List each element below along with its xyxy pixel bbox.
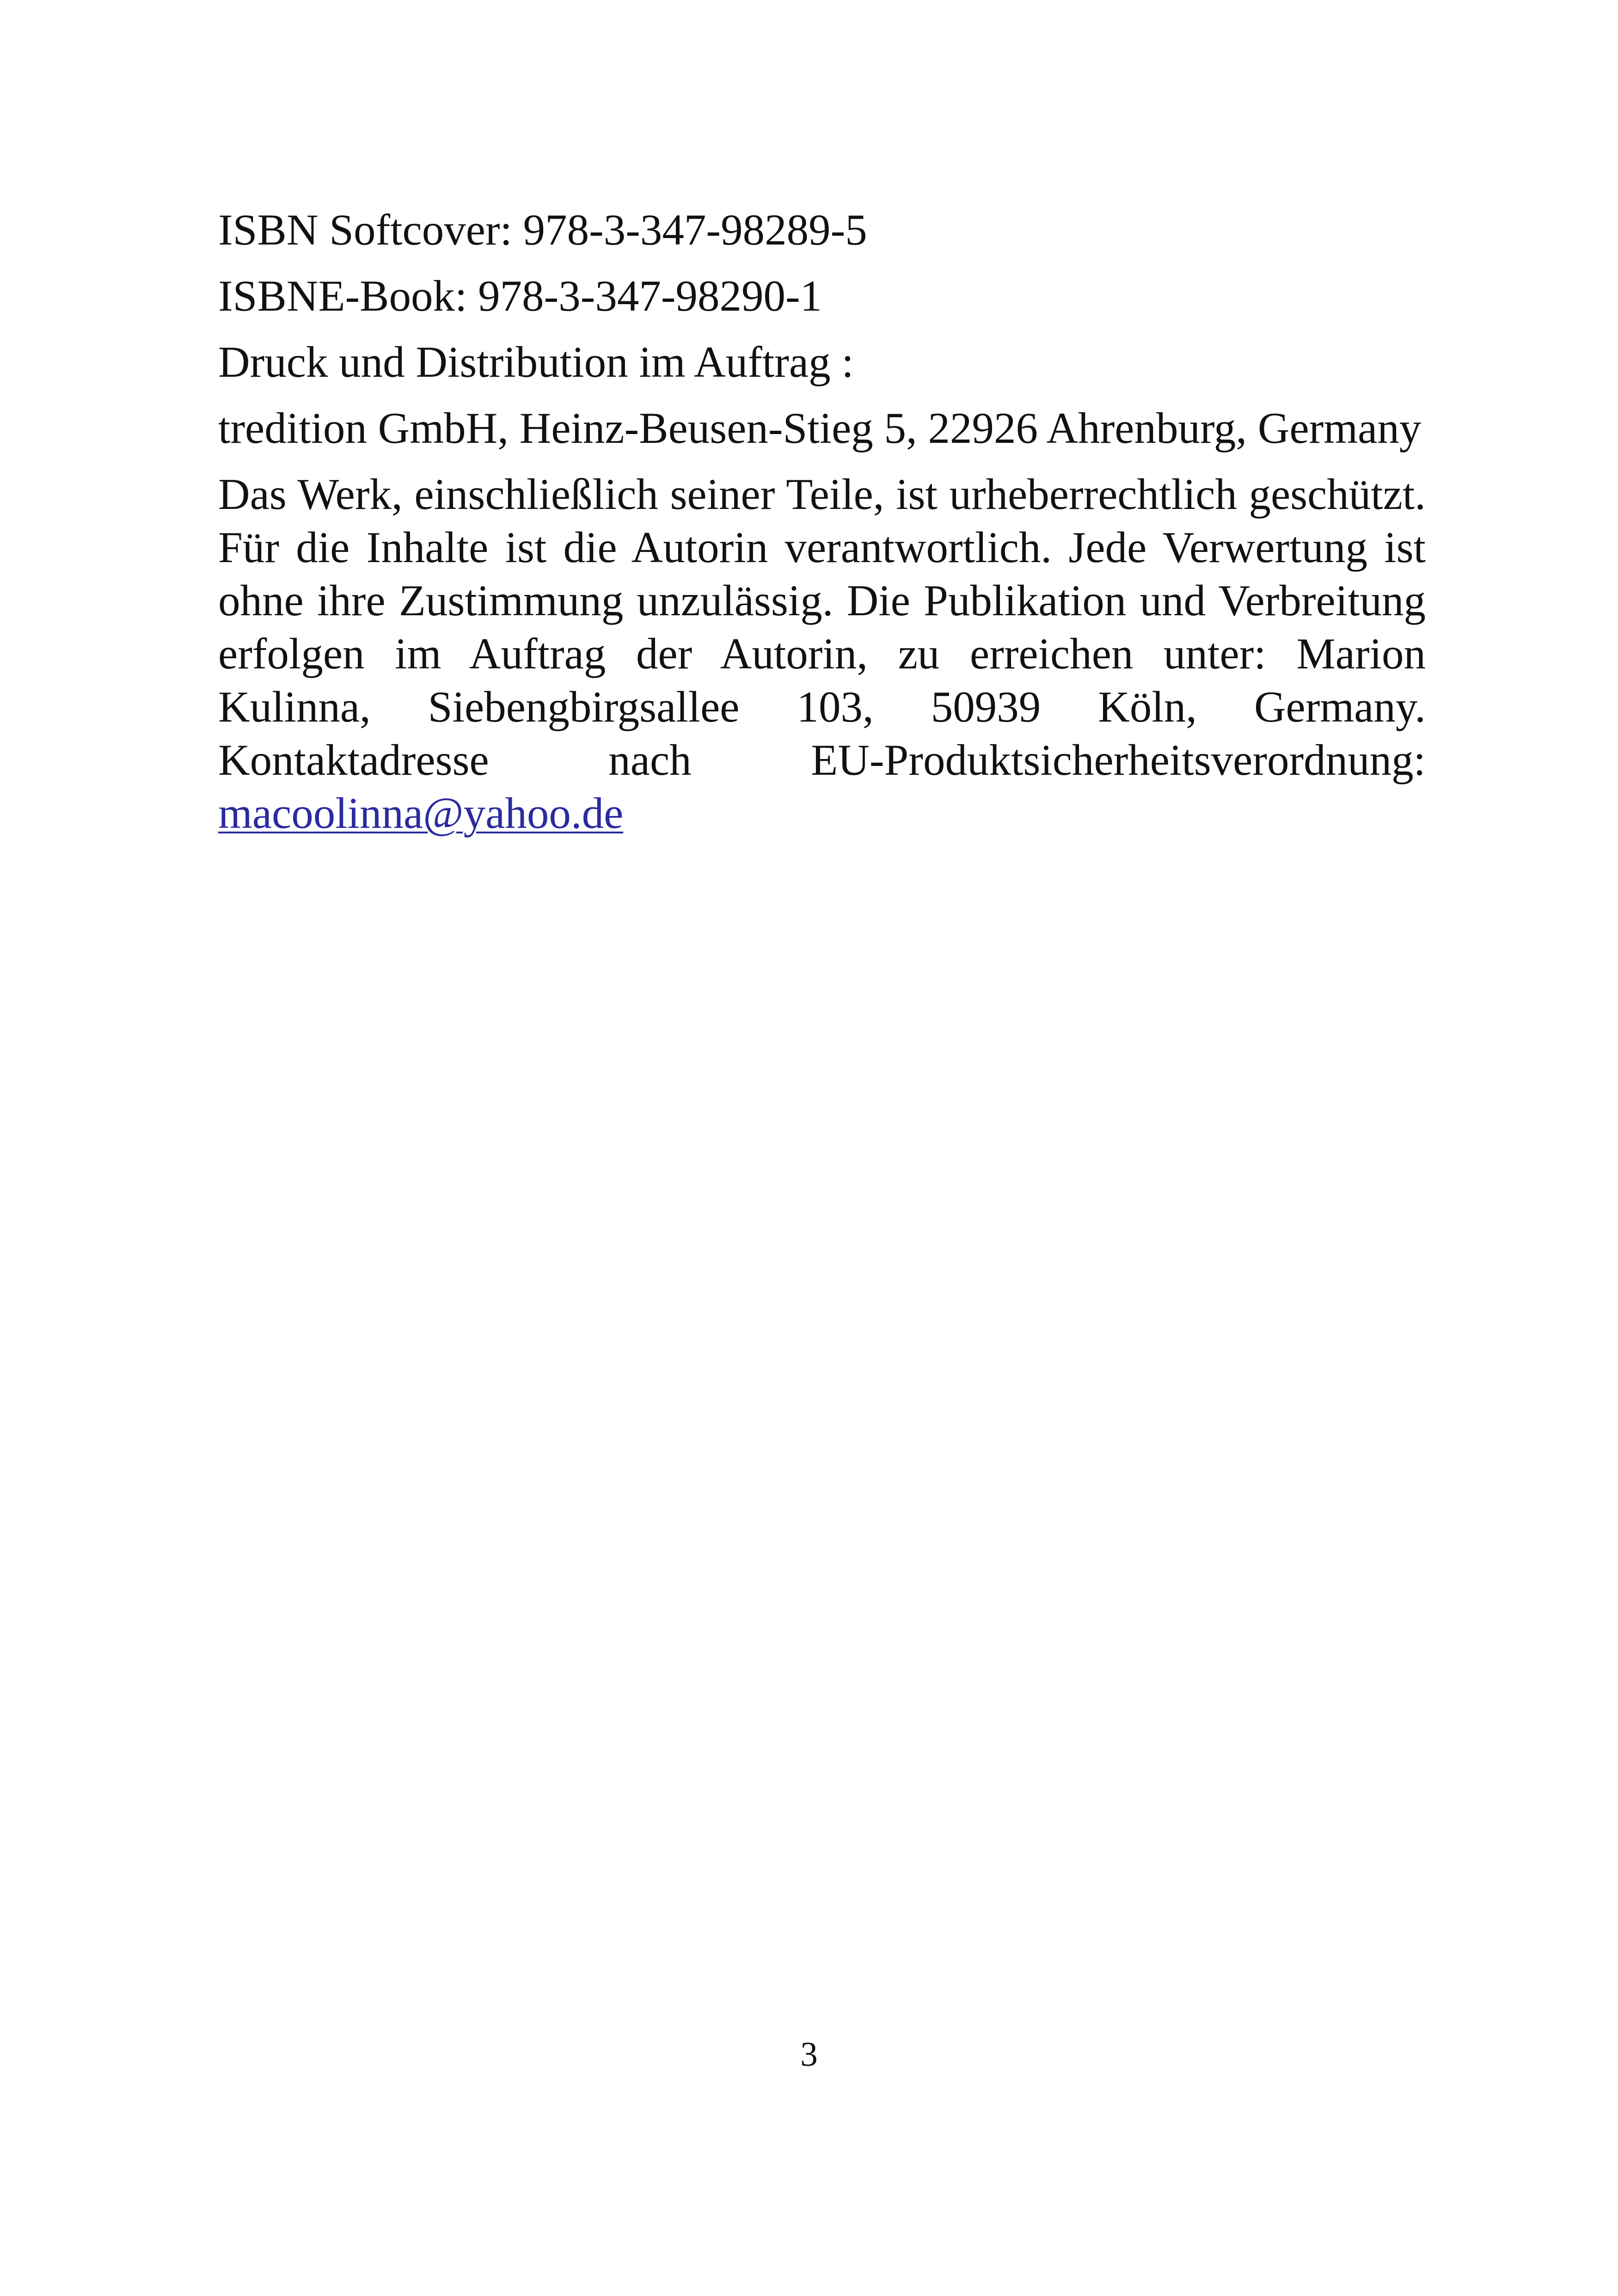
page-number: 3 bbox=[800, 2035, 818, 2074]
publisher-address: tredition GmbH, Heinz-Beusen-Stieg 5, 22926 Ahrenburg, Germany bbox=[218, 404, 1422, 453]
isbn-softcover: ISBN Softcover: 978-3-347-98289-5 bbox=[218, 205, 867, 254]
contact-email-link[interactable]: macoolinna@yahoo.de bbox=[218, 789, 624, 838]
copyright-notice bbox=[218, 468, 1426, 840]
copyright-text: Das Werk, einschließlich seiner Teile, ist urheberrechtlich geschützt. Für die Inhalte ist die Autorin verantwortlich. Jede Verwertung ist ohne ihre Zustimmung unzulässig. Die Publikation und Verbreitung erfolgen im Auftrag der Autorin, zu erreichen unter: Marion Kulinna, Siebengbirgsallee 103, 50939 Köln, Germany. Kontaktadresse nach EU-Produktsicherheitsverordnung: bbox=[218, 470, 1426, 784]
imprint-block bbox=[218, 203, 1426, 853]
isbn-ebook: ISBNE-Book: 978-3-347-98290-1 bbox=[218, 271, 822, 320]
print-distribution-label: Druck und Distribution im Auftrag : bbox=[218, 337, 854, 386]
